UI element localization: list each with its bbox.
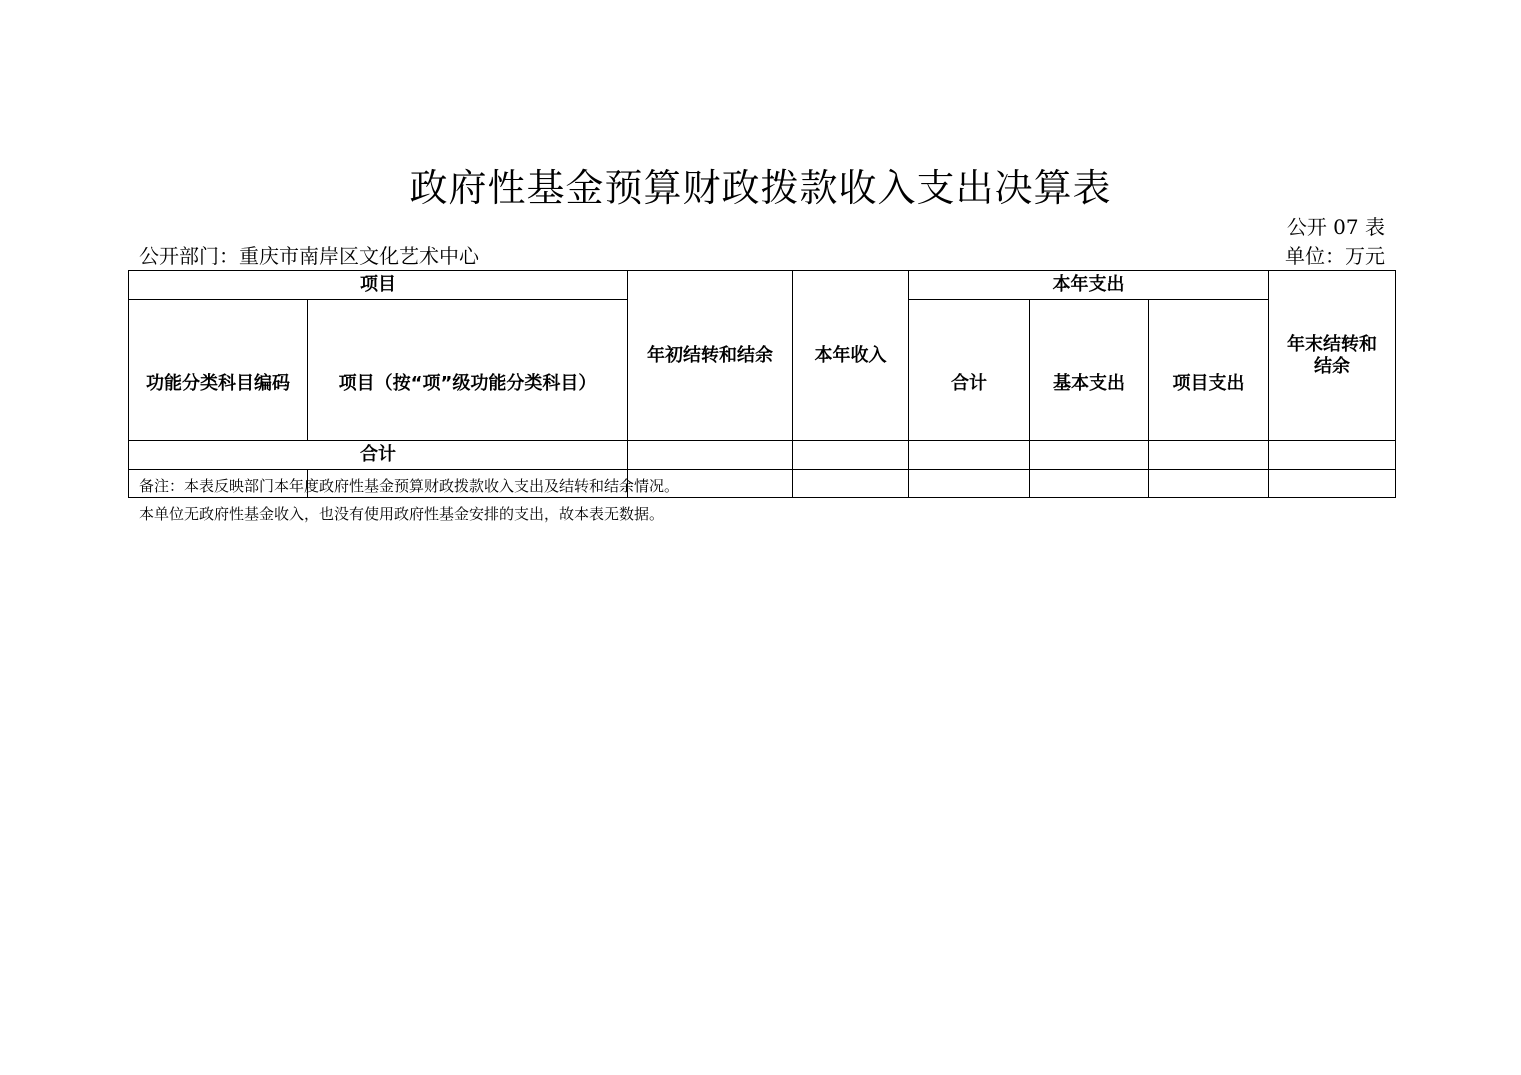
header-expense-group: 本年支出 <box>909 271 1269 300</box>
header-project-expense: 项目支出 <box>1149 300 1269 441</box>
total-label: 合计 <box>129 441 628 470</box>
header-item-name: 项目（按“项”级功能分类科目） <box>308 300 628 441</box>
table-cell <box>1149 470 1269 498</box>
total-row <box>129 441 1396 470</box>
header-beginning-balance: 年初结转和结余 <box>628 271 793 441</box>
total-cell <box>1269 441 1396 470</box>
report-table <box>128 270 1396 498</box>
header-ending-balance <box>1269 271 1396 441</box>
header-row-1 <box>129 271 1396 300</box>
table-cell <box>909 470 1030 498</box>
header-ending-balance-line1: 年末结转和 <box>1287 333 1377 355</box>
header-expense-total: 合计 <box>909 300 1030 441</box>
header-code: 功能分类科目编码 <box>129 300 308 441</box>
table-cell <box>1269 470 1396 498</box>
department-label: 公开部门：重庆市南岸区文化艺术中心 <box>139 244 479 268</box>
total-cell <box>909 441 1030 470</box>
form-number: 公开 07 表 <box>1286 215 1385 239</box>
unit-label: 单位：万元 <box>1285 244 1385 268</box>
header-income: 本年收入 <box>793 271 909 441</box>
total-cell <box>793 441 909 470</box>
page-title: 政府性基金预算财政拨款收入支出决算表 <box>409 166 1112 210</box>
total-cell <box>628 441 793 470</box>
table-cell <box>1030 470 1149 498</box>
header-basic-expense: 基本支出 <box>1030 300 1149 441</box>
total-cell <box>1149 441 1269 470</box>
table-cell <box>793 470 909 498</box>
header-ending-balance-line2: 结余 <box>1314 355 1350 377</box>
note-no-data: 本单位无政府性基金收入，也没有使用政府性基金安排的支出，故本表无数据。 <box>139 505 665 523</box>
total-cell <box>1030 441 1149 470</box>
header-item-group: 项目 <box>129 271 628 300</box>
note-remark: 备注：本表反映部门本年度政府性基金预算财政拨款收入支出及结转和结余情况。 <box>139 477 680 495</box>
